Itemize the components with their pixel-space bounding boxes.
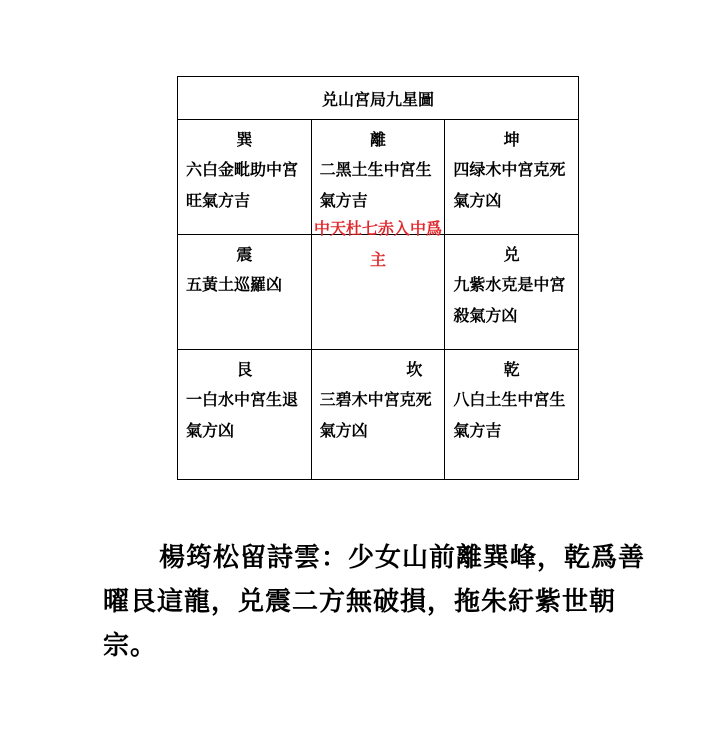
cell-text: 四绿木中宮克死氣方凶: [453, 160, 566, 210]
cell-qian: [445, 350, 579, 480]
direction-label: 巽: [236, 130, 253, 149]
cell-zhen: [178, 235, 312, 350]
direction-label: 乾: [503, 360, 520, 379]
direction-label: 艮: [236, 360, 253, 379]
direction-label: 兑: [503, 245, 520, 264]
cell-text: 一白水中宮生退氣方凶: [186, 390, 299, 440]
cell-dui: [445, 235, 579, 350]
nine-star-chart: [177, 76, 579, 480]
cell-text: 五黃土巡羅凶: [186, 275, 283, 294]
direction-label: 坎: [406, 360, 423, 379]
cell-text: 三碧木中宮克死氣方凶: [319, 390, 432, 440]
cell-text: 六白金毗助中宮旺氣方吉: [186, 160, 299, 210]
cell-center: [311, 219, 445, 350]
cell-text: 八白土生中宮生氣方吉: [453, 390, 566, 440]
direction-label: 震: [236, 245, 253, 264]
chart-title: 兑山宮局九星圖: [178, 77, 579, 120]
poem-paragraph: [103, 536, 663, 668]
direction-label: 坤: [503, 130, 520, 149]
cell-kan: [311, 350, 445, 480]
cell-text: 二黑土生中宮生氣方吉: [319, 160, 432, 210]
poem-text: 楊筠松留詩雲：少女山前離巽峰，乾爲善曜艮這龍，兑震二方無破損，拖朱紆紫世朝宗。: [103, 543, 646, 661]
direction-label: 離: [369, 130, 386, 149]
cell-xun: [178, 120, 312, 235]
cell-kun: [445, 120, 579, 235]
center-text: 中天杜七赤入中爲主: [313, 219, 442, 269]
cell-text: 九紫水克是中宮殺氣方凶: [453, 275, 566, 325]
cell-gen: [178, 350, 312, 480]
